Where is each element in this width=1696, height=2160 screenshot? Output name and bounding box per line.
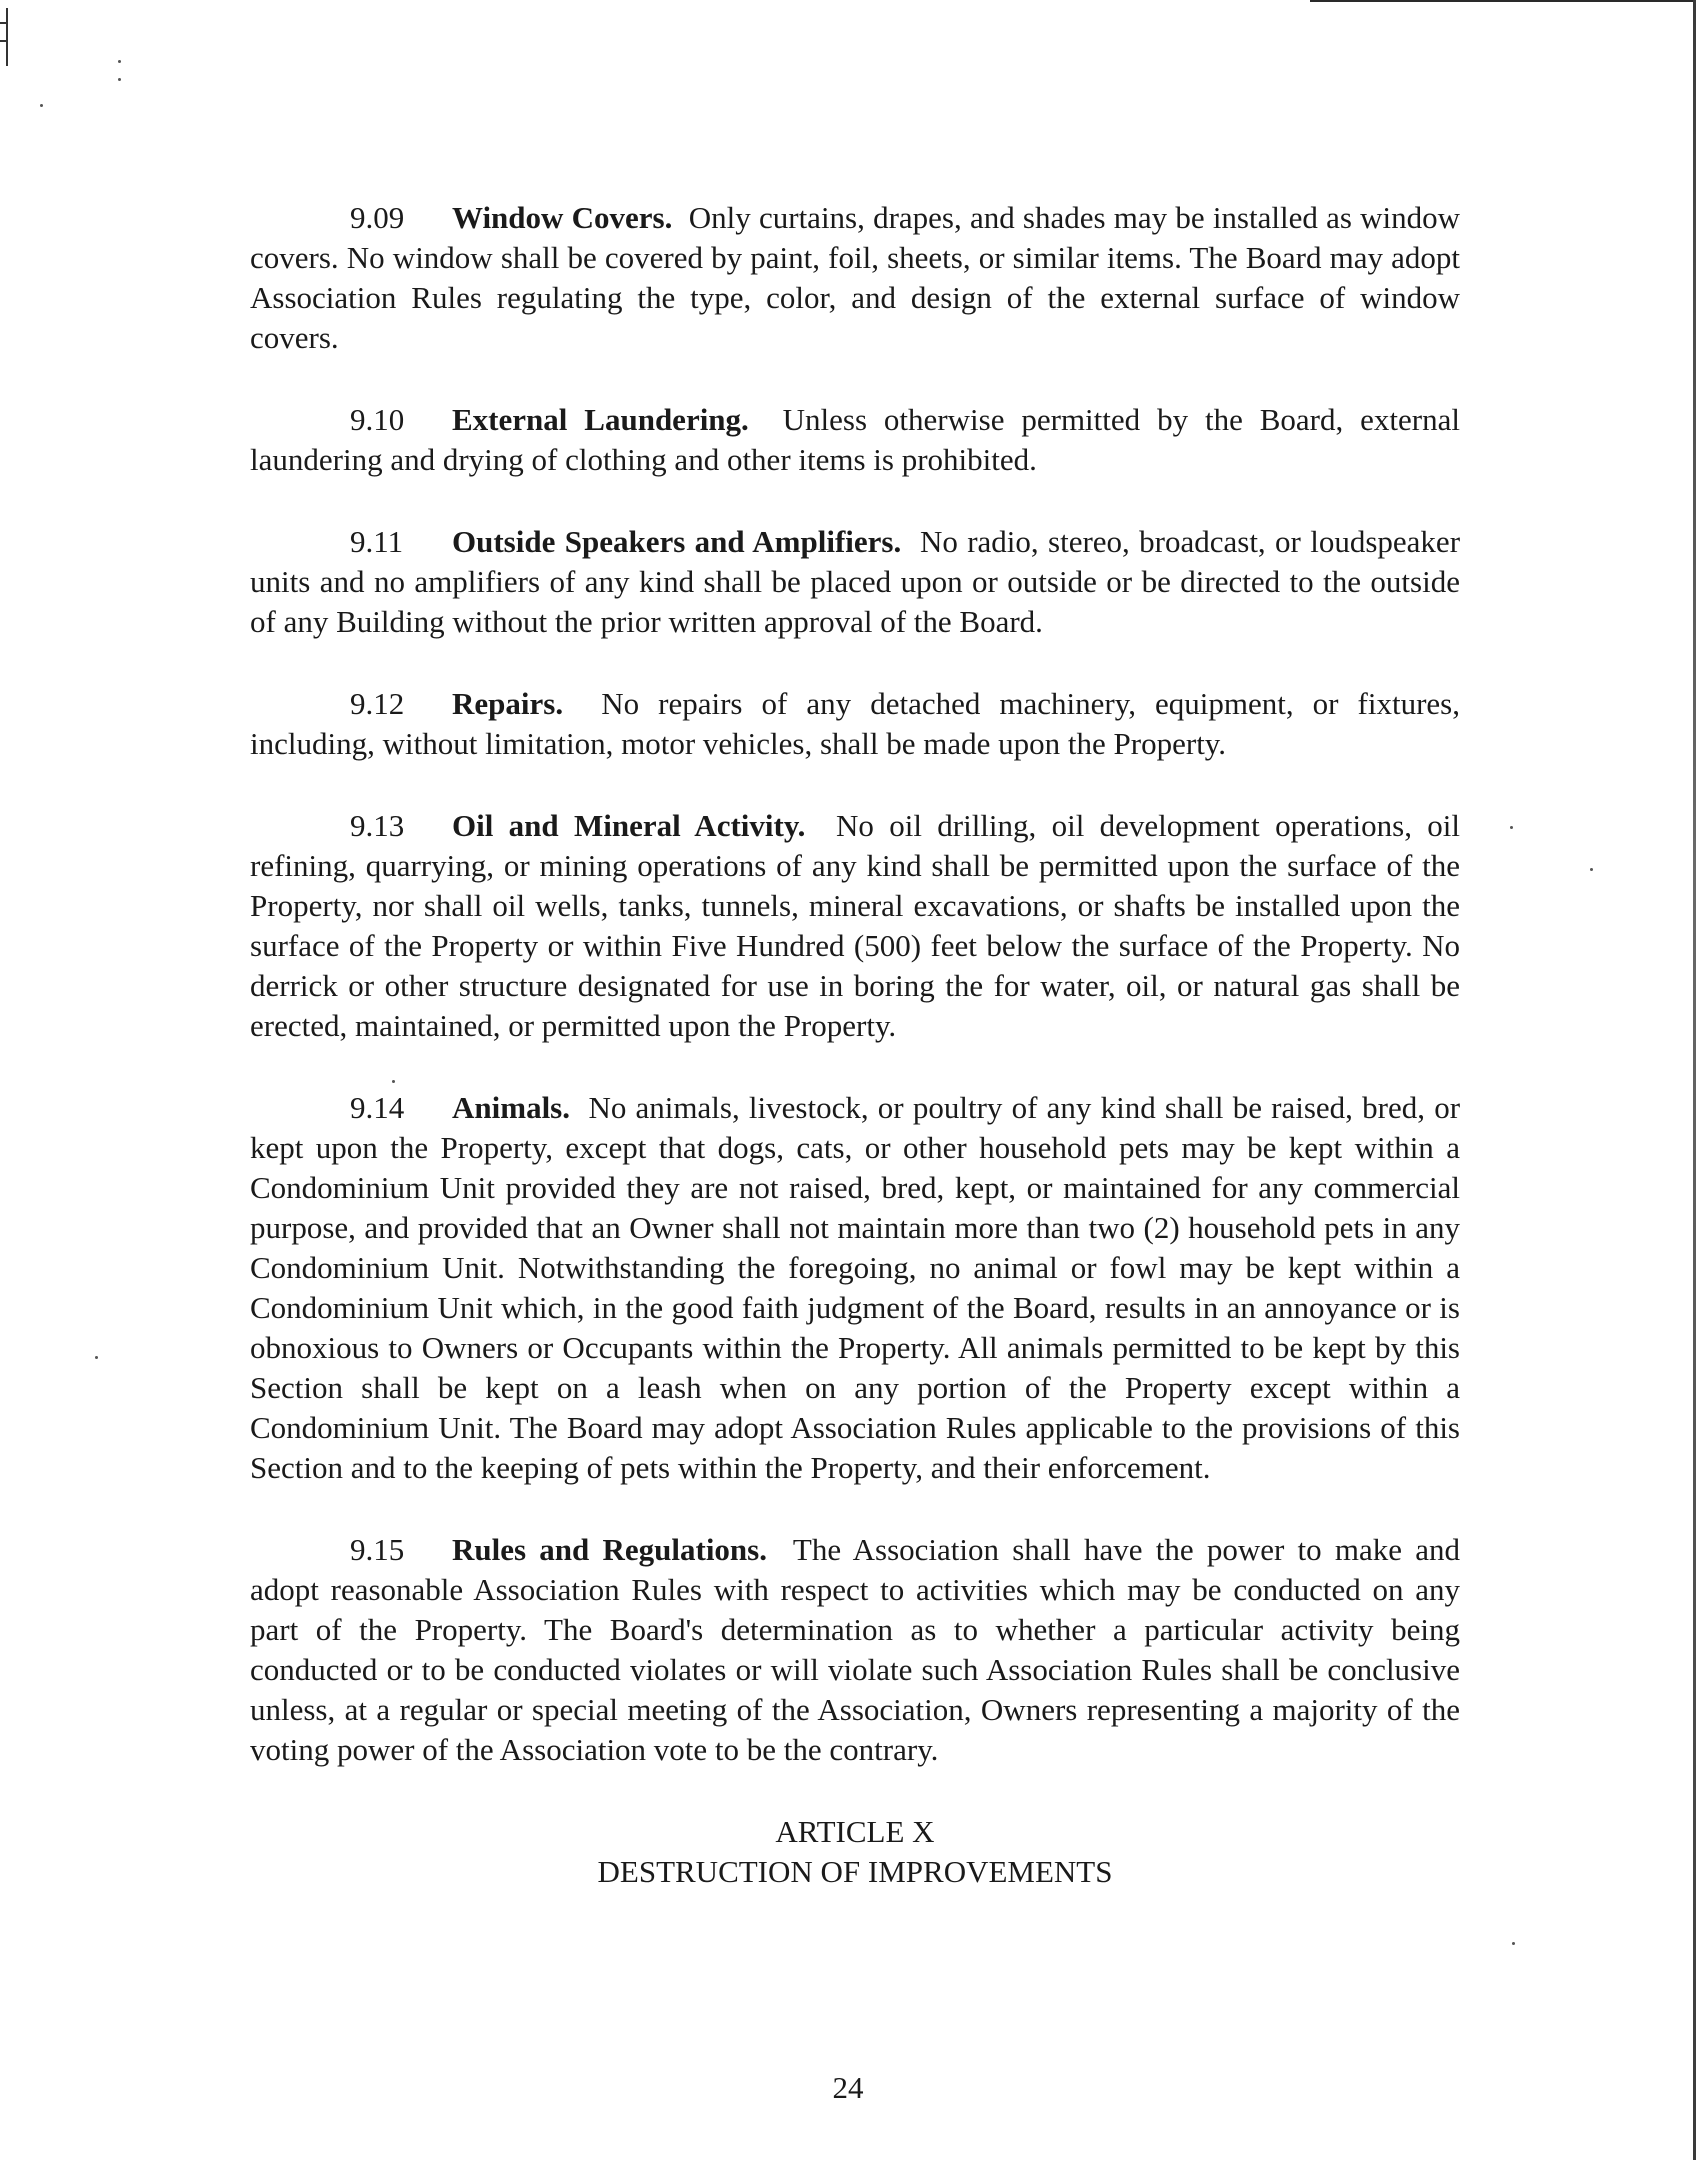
section-number: 9.10 <box>350 402 405 437</box>
section-9-09 <box>250 198 1460 358</box>
section-title: Outside Speakers and Amplifiers. <box>452 524 902 559</box>
scan-speck <box>118 60 121 63</box>
article-heading-block <box>250 1812 1460 1892</box>
scan-edge-left-mark <box>0 8 8 66</box>
section-number: 9.11 <box>350 524 404 559</box>
scan-edge-top <box>1310 0 1696 2</box>
scan-speck <box>95 1356 98 1359</box>
section-number: 9.13 <box>350 808 405 843</box>
section-body: Only curtains, drapes, and shades may be installed as window covers. No window shall be covered by paint, foil, sheets, or similar items. The Board may adopt Association Rules regulating the type, color, and design of the external surface of window covers. <box>250 200 1460 355</box>
scan-speck <box>40 104 43 107</box>
section-title: Oil and Mineral Activity. <box>452 808 806 843</box>
scan-speck <box>1590 868 1593 871</box>
section-number: 9.12 <box>350 686 405 721</box>
article-number: ARTICLE X <box>775 1814 935 1849</box>
section-number: 9.09 <box>350 200 405 235</box>
section-9-14 <box>250 1088 1460 1488</box>
scan-speck <box>118 78 121 81</box>
page-number: 24 <box>832 2070 864 2105</box>
section-title: Repairs. <box>452 686 564 721</box>
section-9-11 <box>250 522 1460 642</box>
article-title: DESTRUCTION OF IMPROVEMENTS <box>597 1854 1113 1889</box>
section-body: No repairs of any detached machinery, equipment, or fixtures, including, without limitation, motor vehicles, shall be made upon the Property. <box>250 686 1461 761</box>
section-body: No animals, livestock, or poultry of any kind shall be raised, bred, or kept upon the Property, except that dogs, cats, or other household pets may be kept within a Condominium Unit provided they are not raised, bred, kept, or maintained for any commercial purpose, and provided that an Owner shall not maintain more than two (2) household pets in any Condominium Unit. Notwithstanding the foregoing, no animal or fowl may be kept within a Condominium Unit which, in the good faith judgment of the Board, results in an annoyance or is obnoxious to Owners or Occupants within the Property. All animals permitted to be kept by this Section shall be kept on a leash when on any portion of the Property except within a Condominium Unit. The Board may adopt Association Rules applicable to the provisions of this Section and to the keeping of pets within the Property, and their enforcement. <box>250 1090 1461 1485</box>
section-9-10 <box>250 400 1460 480</box>
section-title: Animals. <box>452 1090 570 1125</box>
section-9-15 <box>250 1530 1460 1770</box>
scan-speck <box>1510 826 1513 829</box>
section-title: Window Covers. <box>452 200 673 235</box>
section-number: 9.15 <box>350 1532 405 1567</box>
section-title: External Laundering. <box>452 402 749 437</box>
scan-speck <box>1512 1942 1515 1945</box>
section-body: The Association shall have the power to make and adopt reasonable Association Rules with respect to activities which may be conducted on any part of the Property. The Board's determination as to whether a particular activity being conducted or to be conducted violates or will violate such Association Rules shall be conclusive unless, at a regular or special meeting of the Association, Owners representing a majority of the voting power of the Association vote to be the contrary. <box>250 1532 1460 1767</box>
section-body: No radio, stereo, broadcast, or loudspeaker units and no amplifiers of any kind shall be placed upon or outside or be directed to the outside of any Building without the prior written approval of the Board. <box>250 524 1461 639</box>
section-number: 9.14 <box>350 1090 405 1125</box>
section-title: Rules and Regulations. <box>452 1532 767 1567</box>
section-9-13 <box>250 806 1460 1046</box>
section-body: Unless otherwise permitted by the Board, external laundering and drying of clothing and other items is prohibited. <box>250 402 1460 477</box>
section-body: No oil drilling, oil development operations, oil refining, quarrying, or mining operations of any kind shall be permitted upon the surface of the Property, nor shall oil wells, tanks, tunnels, mineral excavations, or shafts be installed upon the surface of the Property or within Five Hundred (500) feet below the surface of the Property. No derrick or other structure designated for use in boring the for water, oil, or natural gas shall be erected, maintained, or permitted upon the Property. <box>250 808 1461 1043</box>
document-body <box>250 198 1460 1892</box>
section-9-12 <box>250 684 1460 764</box>
